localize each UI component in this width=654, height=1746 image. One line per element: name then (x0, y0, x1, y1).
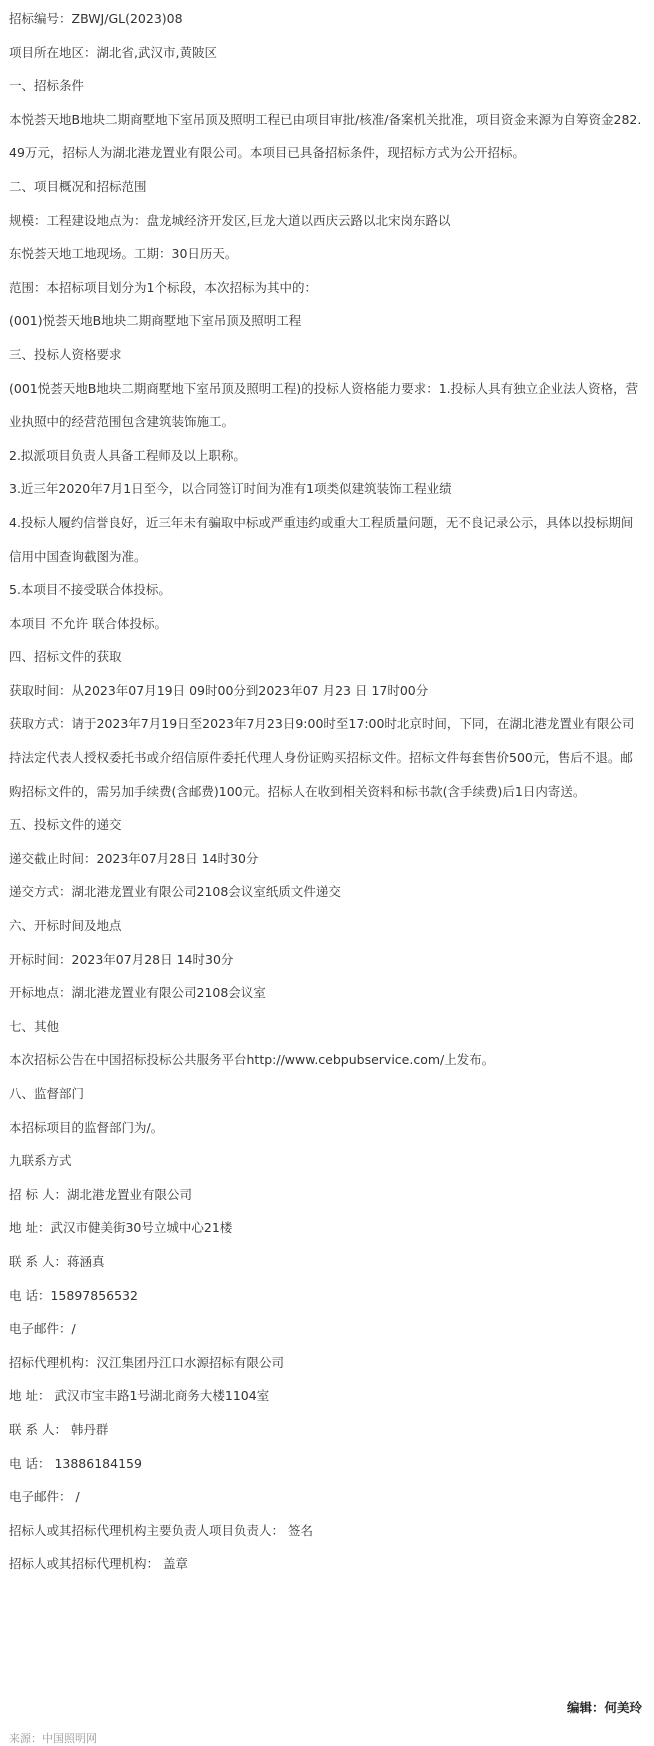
opening-time: 开标时间：2023年07月28日 14时30分 (9, 951, 234, 967)
section-heading-contact: 九联系方式 (9, 1153, 72, 1169)
tenderer-address: 地 址：武汉市健美街30号立城中心21楼 (9, 1220, 233, 1236)
agency-address: 地 址： 武汉市宝丰路1号湖北商务大楼1104室 (9, 1388, 270, 1404)
section-heading-other: 七、其他 (9, 1018, 60, 1034)
opening-location: 开标地点：湖北港龙置业有限公司2108会议室 (9, 985, 266, 1001)
qualification-item-5: 5.本项目不接受联合体投标。 (9, 582, 171, 598)
agency-email: 电子邮件： / (9, 1489, 80, 1505)
section-heading-opening: 六、开标时间及地点 (9, 918, 122, 934)
acquisition-method: 获取方式：请于2023年7月19日至2023年7月23日9:00时至17:00时北京时间，下同，在湖北港龙置业有限公司持法定代表人授权委托书或介绍信原件委托代理人身份证购买招标文件。招标文件每套售价500元，售后不退。邮购招标文件的，需另加手续费(含邮费)100元。招标人在收到相关资料和标书款(含手续费)后1日内寄送。 (9, 716, 635, 799)
editor-credit: 编辑：何美玲 (566, 1700, 642, 1715)
tenderer-email: 电子邮件：/ (9, 1321, 76, 1337)
tenderer-contact-person: 联 系 人：蒋涵真 (9, 1253, 105, 1269)
submission-deadline: 递交截止时间：2023年07月28日 14时30分 (9, 850, 259, 866)
qualification-item-2: 2.拟派项目负责人具备工程师及以上职称。 (9, 447, 246, 463)
tenderer-name: 招 标 人：湖北港龙置业有限公司 (9, 1186, 192, 1202)
agency-contact-person: 联 系 人： 韩丹群 (9, 1421, 109, 1437)
acquisition-time: 获取时间：从2023年07月19日 09时00分到2023年07 月23 日 17时00分 (9, 682, 429, 698)
tender-number: 招标编号：ZBWJ/GL(2023)08 (9, 11, 183, 26)
agency-name: 招标代理机构：汉江集团丹江口水源招标有限公司 (9, 1354, 285, 1370)
section-heading-project-overview: 二、项目概况和招标范围 (9, 178, 147, 194)
source-credit: 来源：中国照明网 (9, 1732, 97, 1745)
project-scale-line: 规模：工程建设地点为：盘龙城经济开发区,巨龙大道以西庆云路以北宋岗东路以 (9, 212, 451, 228)
project-location: 项目所在地区：湖北省,武汉市,黄陂区 (9, 44, 217, 60)
publication-note: 本次招标公告在中国招标投标公共服务平台http://www.cebpubservice.com/上发布。 (9, 1052, 495, 1068)
submission-method: 递交方式：湖北港龙置业有限公司2108会议室纸质文件递交 (9, 884, 341, 900)
project-scope-line: 范围：本招标项目划分为1个标段，本次招标为其中的： (9, 279, 317, 295)
qualification-item-3: 3.近三年2020年7月1日至今，以合同签订时间为准有1项类似建筑装饰工程业绩 (9, 481, 452, 497)
supervision-department: 本招标项目的监督部门为/。 (9, 1119, 164, 1135)
section-heading-bid-submission: 五、投标文件的递交 (9, 817, 122, 833)
qualification-item-4: 4.投标人履约信誉良好，近三年未有骗取中标或严重违约或重大工程质量问题，无不良记录公示，具体以投标期间信用中国查询截图为准。 (9, 514, 634, 564)
project-duration-line: 东悦荟天地工地现场。工期：30日历天。 (9, 246, 238, 262)
seal-line: 招标人或其招标代理机构： 盖章 (9, 1556, 188, 1572)
section-heading-tender-conditions: 一、招标条件 (9, 78, 85, 94)
joint-bid-note: 本项目 不允许 联合体投标。 (9, 615, 167, 631)
tender-conditions-paragraph: 本悦荟天地B地块二期商墅地下室吊顶及照明工程已由项目审批/核准/备案机关批准，项目资金来源为自筹资金282.49万元，招标人为湖北港龙置业有限公司。本项目已具备招标条件，现招标方式为公开招标。 (9, 111, 642, 161)
section-heading-supervision: 八、监督部门 (9, 1086, 85, 1101)
section-heading-document-acquisition: 四、招标文件的获取 (9, 649, 122, 665)
signature-line: 招标人或其招标代理机构主要负责人项目负责人： 签名 (9, 1522, 313, 1538)
bid-section-line: (001)悦荟天地B地块二期商墅地下室吊顶及照明工程 (9, 313, 302, 329)
agency-phone: 电 话： 13886184159 (9, 1455, 142, 1471)
qualification-item-1: (001悦荟天地B地块二期商墅地下室吊顶及照明工程)的投标人资格能力要求：1.投标人具有独立企业法人资格，营业执照中的经营范围包含建筑装饰施工。 (9, 380, 639, 430)
tenderer-phone: 电 话：15897856532 (9, 1287, 138, 1303)
section-heading-qualifications: 三、投标人资格要求 (9, 346, 122, 362)
